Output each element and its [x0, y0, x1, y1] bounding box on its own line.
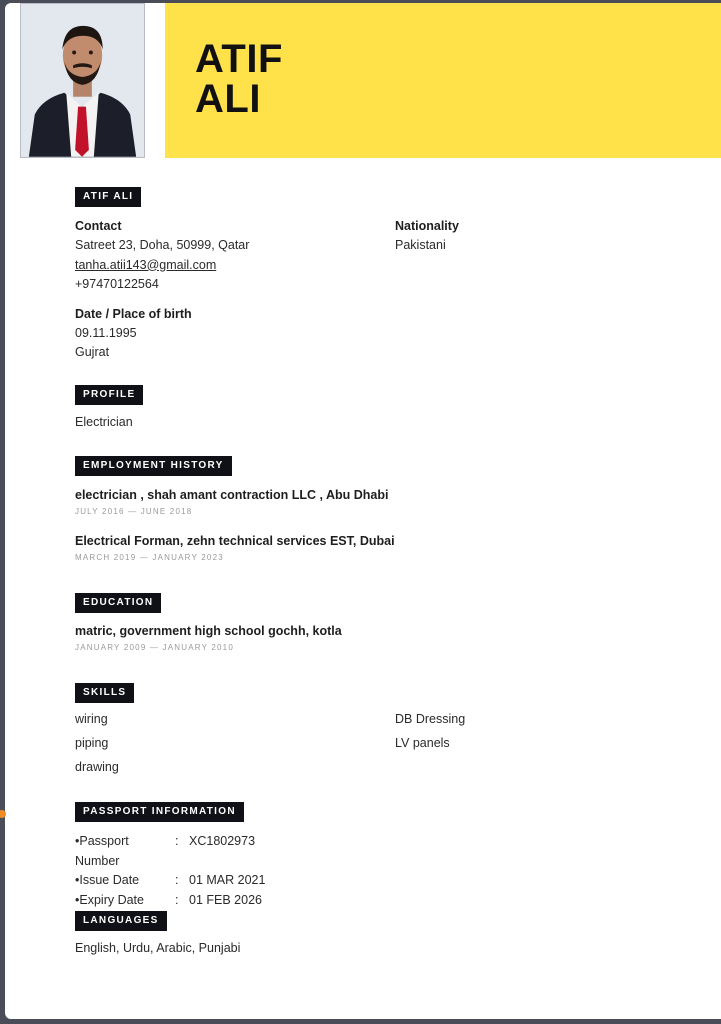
- name-banner: [165, 3, 721, 158]
- person-portrait-icon: [21, 4, 144, 157]
- birth-label: Date / Place of birth: [75, 306, 192, 321]
- education-title: matric, government high school gochh, kotla: [75, 624, 342, 638]
- skill-item: piping: [75, 736, 109, 750]
- passport-sep: :: [175, 834, 179, 848]
- resume-page: [5, 3, 721, 1019]
- contact-label: Contact: [75, 219, 122, 233]
- job-dates: MARCH 2019 — JANUARY 2023: [75, 553, 224, 562]
- languages-section: [75, 910, 695, 959]
- email-link[interactable]: tanha.atii143@gmail.com: [75, 257, 217, 272]
- passport-row: [75, 832, 695, 871]
- section-tag-profile: PROFILE: [75, 385, 143, 405]
- job-title: electrician , shah amant contraction LLC , Abu Dhabi: [75, 488, 389, 502]
- passport-value: 01 MAR 2021: [189, 873, 266, 887]
- passport-sep: :: [175, 892, 179, 907]
- section-tag-skills: SKILLS: [75, 683, 134, 703]
- birth-date: 09.11.1995: [75, 325, 137, 340]
- last-name: ALI: [195, 77, 261, 121]
- nationality-value: Pakistani: [395, 238, 446, 252]
- passport-row: [75, 891, 695, 911]
- education-section: [75, 592, 695, 654]
- section-tag-employment: EMPLOYMENT HISTORY: [75, 456, 232, 476]
- employment-item: [75, 486, 695, 518]
- employment-item: [75, 532, 695, 564]
- section-tag-languages: LANGUAGES: [75, 911, 167, 931]
- profile-photo: [20, 3, 145, 158]
- passport-value: XC1802973: [189, 834, 256, 848]
- candidate-name: [195, 39, 283, 119]
- phone-text: +97470122564: [75, 277, 159, 291]
- nationality-label: Nationality: [395, 219, 459, 233]
- first-name: ATIF: [195, 37, 283, 81]
- passport-row: [75, 871, 695, 891]
- passport-key: •Issue Date: [75, 873, 140, 887]
- employment-section: [75, 455, 695, 564]
- skill-item: wiring: [75, 712, 108, 726]
- profile-section: [75, 384, 695, 433]
- education-dates: JANUARY 2009 — JANUARY 2010: [75, 643, 234, 652]
- skill-item: drawing: [75, 760, 119, 774]
- address-text: Satreet 23, Doha, 50999, Qatar: [75, 238, 250, 252]
- passport-section: [75, 801, 695, 910]
- birth-place: Gujrat: [75, 345, 110, 359]
- skill-item: LV panels: [395, 736, 450, 750]
- section-tag-education: EDUCATION: [75, 593, 161, 613]
- passport-value: 01 FEB 2026: [189, 892, 262, 907]
- personal-section: [75, 186, 695, 363]
- passport-key: •Passport Number: [75, 834, 129, 868]
- section-tag-passport: PASSPORT INFORMATION: [75, 802, 244, 822]
- skills-section: [75, 682, 695, 779]
- education-item: [75, 622, 695, 654]
- languages-text: English, Urdu, Arabic, Punjabi: [75, 941, 241, 955]
- passport-key: •Expiry Date: [75, 892, 144, 907]
- section-tag-name: ATIF ALI: [75, 187, 141, 207]
- passport-sep: :: [175, 873, 179, 887]
- profile-text: Electrician: [75, 415, 133, 429]
- job-title: Electrical Forman, zehn technical services EST, Dubai: [75, 534, 395, 548]
- job-dates: JULY 2016 — JUNE 2018: [75, 507, 193, 516]
- skill-item: DB Dressing: [395, 712, 466, 726]
